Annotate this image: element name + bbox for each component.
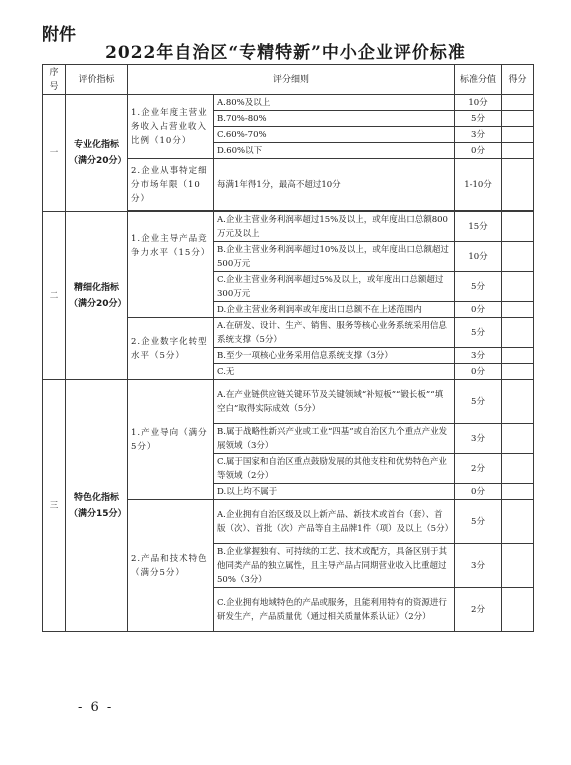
header-row: [43, 65, 534, 95]
score-cell[interactable]: [502, 380, 534, 424]
score-cell[interactable]: [502, 95, 534, 111]
score-cell[interactable]: [502, 242, 534, 272]
standard-score: 5分: [455, 111, 502, 127]
section-no: 三: [43, 380, 66, 632]
rule-text: C.企业拥有地域特色的产品或服务，且能利用特有的资源进行研发生产，产品质量优（通过相关质量体系认证）（2分）: [214, 588, 455, 632]
rule-text: C.无: [214, 364, 455, 380]
rule-text: A.在研发、设计、生产、销售、服务等核心业务系统采用信息系统支撑（5分）: [214, 318, 455, 348]
score-cell[interactable]: [502, 544, 534, 588]
rule-text: D.60%以下: [214, 143, 455, 159]
standard-score: 2分: [455, 588, 502, 632]
score-cell[interactable]: [502, 364, 534, 380]
rule-text: C.60%-70%: [214, 127, 455, 143]
standard-score: 5分: [455, 380, 502, 424]
section-indicator: 专业化指标（满分20分）: [66, 95, 128, 212]
standard-score: 0分: [455, 484, 502, 500]
standard-score: 0分: [455, 143, 502, 159]
score-cell[interactable]: [502, 318, 534, 348]
sub-indicator: 1.产业导向（满分5分）: [128, 380, 214, 500]
rule-text: B.属于战略性新兴产业或工业“四基”或自治区九个重点产业发展领域（3分）: [214, 424, 455, 454]
rule-text: B.企业主营业务利润率超过10%及以上，或年度出口总额超过500万元: [214, 242, 455, 272]
header-rules: 评分细则: [128, 65, 455, 95]
score-cell[interactable]: [502, 454, 534, 484]
standard-score: 3分: [455, 424, 502, 454]
rule-text: A.企业拥有自治区级及以上新产品、新技术或首台（套）、首版（次）、首批（次）产品等自主品牌1件（项）及以上（5分）: [214, 500, 455, 544]
evaluation-table: [42, 64, 534, 632]
sub-indicator: 2.企业从事特定细分市场年限（10分）: [128, 159, 214, 211]
standard-score: 5分: [455, 318, 502, 348]
header-score: 得分: [502, 65, 534, 95]
standard-score: 3分: [455, 544, 502, 588]
score-cell[interactable]: [502, 272, 534, 302]
rule-text: 每满1年得1分，最高不超过10分: [214, 159, 455, 211]
score-cell[interactable]: [502, 127, 534, 143]
rule-text: B.企业掌握独有、可持续的工艺、技术或配方，具备区别于其他同类产品的独立属性，且主导产品占同期营业收入比重超过50%（3分）: [214, 544, 455, 588]
sub-indicator: 2.产品和技术特色（满分5分）: [128, 500, 214, 632]
rule-text: B.至少一项核心业务采用信息系统支撑（3分）: [214, 348, 455, 364]
score-cell[interactable]: [502, 484, 534, 500]
table-row: [43, 380, 534, 424]
score-cell[interactable]: [502, 143, 534, 159]
standard-score: 2分: [455, 454, 502, 484]
score-cell[interactable]: [502, 348, 534, 364]
rule-text: C.企业主营业务利润率超过5%及以上，或年度出口总额超过300万元: [214, 272, 455, 302]
attachment-label: 附件: [42, 25, 76, 45]
table-row: [43, 95, 534, 111]
sub-indicator: 1.企业年度主营业务收入占营业收入比例（10分）: [128, 95, 214, 159]
rule-text: A.80%及以上: [214, 95, 455, 111]
section-no: 二: [43, 212, 66, 380]
table-row: [43, 212, 534, 242]
rule-text: A.在产业链供应链关键环节及关键领域“补短板”“锻长板”“填空白”取得实际成效（5分）: [214, 380, 455, 424]
rule-text: C.属于国家和自治区重点鼓励发展的其他支柱和优势特色产业等领域（2分）: [214, 454, 455, 484]
standard-score: 10分: [455, 95, 502, 111]
standard-score: 3分: [455, 127, 502, 143]
section-no: 一: [43, 95, 66, 212]
standard-score: 1-10分: [455, 159, 502, 211]
page-title: 2022年自治区“专精特新”中小企业评价标准: [105, 43, 466, 63]
header-indicator: 评价指标: [66, 65, 128, 95]
section-indicator: 特色化指标（满分15分）: [66, 380, 128, 632]
standard-score: 5分: [455, 272, 502, 302]
sub-indicator: 2.企业数字化转型水平（5分）: [128, 318, 214, 380]
score-cell[interactable]: [502, 159, 534, 211]
score-cell[interactable]: [502, 111, 534, 127]
page-number: - 6 -: [78, 700, 114, 715]
score-cell[interactable]: [502, 212, 534, 242]
standard-score: 0分: [455, 364, 502, 380]
rule-text: D.以上均不属于: [214, 484, 455, 500]
header-no: 序号: [43, 65, 66, 95]
rule-text: A.企业主营业务利润率超过15%及以上，或年度出口总额800万元及以上: [214, 212, 455, 242]
header-standard: 标准分值: [455, 65, 502, 95]
score-cell[interactable]: [502, 500, 534, 544]
rule-text: D.企业主营业务利润率或年度出口总额不在上述范围内: [214, 302, 455, 318]
standard-score: 10分: [455, 242, 502, 272]
standard-score: 5分: [455, 500, 502, 544]
score-cell[interactable]: [502, 588, 534, 632]
section-indicator: 精细化指标（满分20分）: [66, 212, 128, 380]
sub-indicator: 1.企业主导产品竞争力水平（15分）: [128, 212, 214, 318]
score-cell[interactable]: [502, 302, 534, 318]
rule-text: B.70%-80%: [214, 111, 455, 127]
standard-score: 0分: [455, 302, 502, 318]
score-cell[interactable]: [502, 424, 534, 454]
standard-score: 3分: [455, 348, 502, 364]
standard-score: 15分: [455, 212, 502, 242]
